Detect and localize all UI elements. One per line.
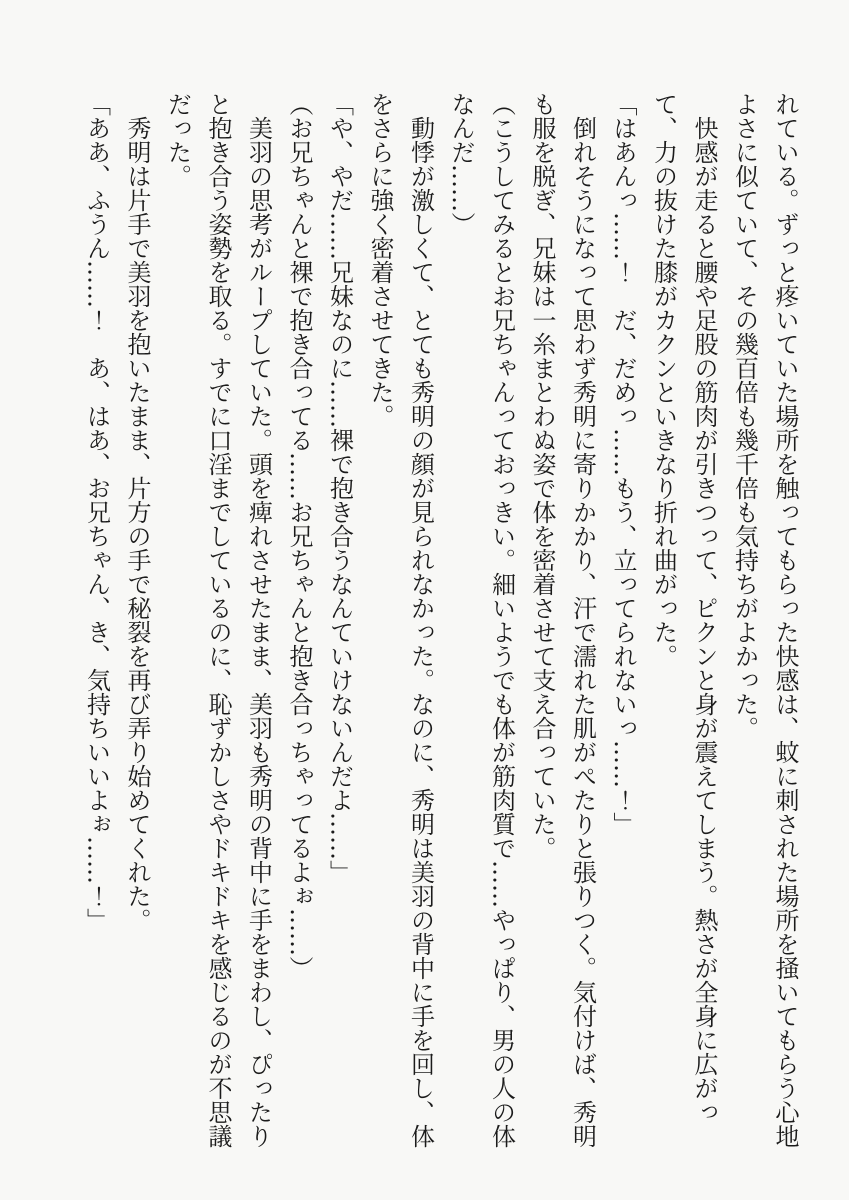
text-body xyxy=(44,92,805,1148)
paragraph: 倒れそうになって思わず秀明に寄りかかり、汗で濡れた肌がぺたりと張りつく。気付けば、秀明も服を脱ぎ、兄妹は一糸まとわぬ姿で体を密着させて支え合っていた。 xyxy=(528,92,597,1148)
paragraph-thought: （こうしてみるとお兄ちゃんっておっきい。細いようでも体が筋肉質で……やっぱり、男の人の体なんだ……） xyxy=(447,92,516,1148)
paragraph: れている。ずっと疼いていた場所を触ってもらった快感は、蚊に刺された場所を掻いてもらう心地よさに似ていて、その幾百倍も幾千倍も気持ちがよかった。 xyxy=(730,92,799,1148)
paragraph: 美羽の思考がループしていた。頭を痺れさせたまま、美羽も秀明の背中に手をまわし、ぴったりと抱き合う姿勢を取る。すでに口淫までしているのに、恥ずかしさやドキドキを感じるのが不思議だった。 xyxy=(163,92,273,1148)
paragraph-dialogue: 「や、やだ……兄妹なのに……裸で抱き合うなんていけないんだよ……」 xyxy=(325,92,354,884)
paragraph: 秀明は片手で美羽を抱いたまま、片方の手で秘裂を再び弄り始めてくれた。 xyxy=(123,116,151,932)
paragraph-thought: （お兄ちゃんと裸で抱き合ってる……お兄ちゃんと抱き合っちゃってるよぉ……） xyxy=(285,92,313,980)
paragraph-dialogue: 「ああ、ふうん……！ あ、はあ、お兄ちゃん、き、気持ちいいよぉ……！」 xyxy=(82,92,111,932)
paragraph-dialogue: 「はあんっ……！ だ、だめっ……もう、立ってられないっ……！」 xyxy=(609,92,637,836)
paragraph: 快感が走ると腰や足股の筋肉が引きつって、ピクンと身が震えてしまう。熱さが全身に広がって、力の抜けた膝がカクンといきなり折れ曲がった。 xyxy=(649,92,718,1124)
paragraph: 動悸が激しくて、とても秀明の顔が見られなかった。なのに、秀明は美羽の背中に手を回し、体をさらに強く密着させてきた。 xyxy=(366,92,435,1148)
